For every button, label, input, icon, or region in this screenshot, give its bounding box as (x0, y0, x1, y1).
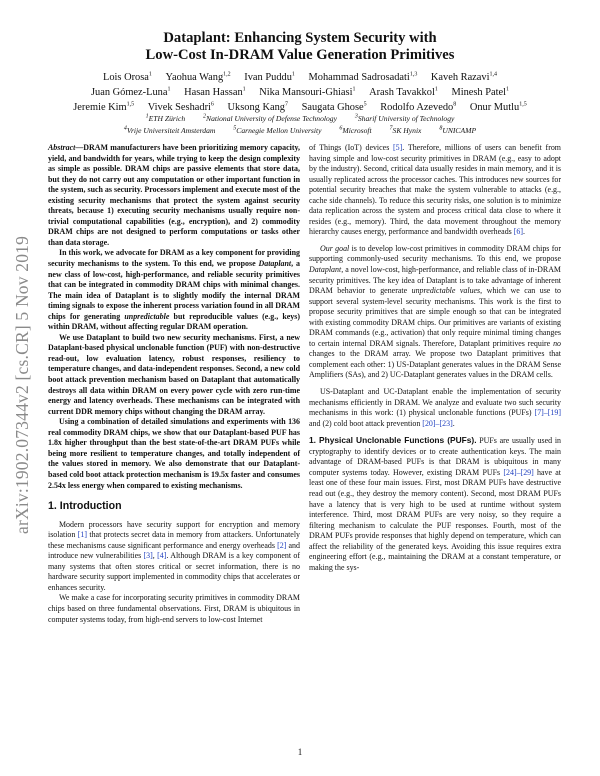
citation-link[interactable]: [7]–[19] (534, 408, 561, 418)
author: Rodolfo Azevedo$^8$ (380, 101, 457, 113)
author: Jeremie Kim$^{1,5}$ (73, 101, 135, 113)
author: Uksong Kang$^7$ (227, 101, 288, 113)
affiliations-row-1 (40, 113, 560, 125)
affiliation: $^5$Carnegie Mellon University (233, 125, 322, 135)
author: Nika Mansouri-Ghiasi$^1$ (259, 86, 356, 98)
affiliation: $^3$Sharif University of Technology (354, 113, 455, 123)
author: Juan Gómez-Luna$^1$ (91, 86, 171, 98)
author: Hasan Hassan$^1$ (184, 86, 246, 98)
author: Mohammad Sadrosadati$^{1,3}$ (308, 71, 418, 83)
paper-title (60, 30, 540, 64)
affiliation: $^8$UNICAMP (439, 125, 477, 135)
author: Onur Mutlu$^{1,5}$ (469, 101, 527, 113)
author: Yaohua Wang$^{1,2}$ (165, 71, 231, 83)
arxiv-watermark: arXiv:1902.07344v2 [cs.CR] 5 Nov 2019 (12, 235, 32, 535)
intro-paragraph-4: Our goal is to develop low-cost primitives in commodity DRAM chips for supporting commonly-used security mechanisms. To this end, we propose Dataplant, a novel low-cost, high-performance, and reliable class of in-DRAM security primitives. The key idea of Dataplant is to take advantage of inherent DRAM behavior to generate unpredictable values, which we can use to support several system-level security mechanisms. This work is the first to propose security primitives that are simple enough so that can be integrated with existing commodity DRAM chips. Our primitives are variants of existing DRAM commands (e.g., activation) that only require minimal timing changes to certain internal DRAM signals. Therefore, Dataplant primitives require no changes to the DRAM array. We propose two Dataplant primitives that complement each other: 1) US-Dataplant generates values in the DRAM Sense Amplifiers (SAs), and 2) UC-Dataplant generates values in the DRAM cells. (309, 243, 561, 380)
section-heading: 1. Introduction (48, 500, 122, 513)
affiliation: $^7$SK Hynix (389, 125, 422, 135)
affiliation: $^4$Vrije Universiteit Amsterdam (123, 125, 216, 135)
intro-paragraph-1: Modern processors have security support for encryption and memory isolation [1] that protects secret data in memory from attackers. Unfortunately these mechanisms cause significant performance and energy overheads [2] and introduce new vulnerabilities [3], [4]. Although DRAM is a key component of many systems that often stores critical or secret information, there is no hardware security support implemented in commodity chips that accelerates or enhances security. (48, 519, 301, 592)
title-line-1: Dataplant: Enhancing System Security with (163, 30, 437, 46)
citation-link[interactable]: [5] (393, 143, 403, 152)
citation-link[interactable]: [24]–[29] (503, 467, 534, 477)
left-column (48, 143, 300, 625)
author: Ivan Puddu$^1$ (244, 71, 295, 83)
authors-row-1 (40, 70, 560, 85)
intro-paragraph-3: of Things (IoT) devices [5]. Therefore, millions of users can benefit from having simple and low-cost security primitives in DRAM (e.g., easy to adopt by the industry). Second, critical data usually resides in main memory, and it is usually replicated across the processor caches. This introduces new sources for potential security breaches that make the system vulnerable to attacks (e.g., cache side channels). To reduce this security risks, one solution is to minimize data replication across the system and process critical data close to where it resides (e.g., memory). Third, the data movement throughout the memory hierarchy causes energy, performance and bandwidth overheads [6]. (309, 143, 561, 237)
intro-paragraph-2: We make a case for incorporating security primitives in commodity DRAM chips based on three fundamental observations. First, DRAM is ubiquitous in computer systems today, from high-end servers to low-cost Internet (48, 593, 300, 624)
affiliations (40, 113, 560, 137)
affiliation: $^2$National University of Defense Technology (203, 113, 337, 123)
affiliation: $^1$ETH Zürich (145, 113, 186, 123)
citation-link[interactable]: [20]–[23] (422, 418, 453, 428)
page-number: 1 (297, 747, 303, 757)
author: Vivek Seshadri$^6$ (147, 101, 214, 113)
title-line-2: Low-Cost In-DRAM Value Generation Primitives (145, 47, 455, 63)
author: Minesh Patel$^1$ (451, 86, 509, 98)
abstract-paragraph-3: We use Dataplant to build two new security mechanisms. First, a new Dataplant-based physical unclonable function (PUF) with non-destructive read-out, low evaluation latency, robust responses, resiliency to temperature changes, and data-independent responses. Second, a new cold boot attack prevention mechanism based on Dataplant that automatically destroys all data within DRAM on every power cycle with zero run-time energy and latency overheads. These mechanisms can be integrated with current DDR memory chips without changing the DRAM array. (48, 332, 300, 416)
citation-link[interactable]: [2] (277, 540, 287, 550)
intro-paragraph-6: 1. Physical Unclonable Functions (PUFs). PUFs are usually used in cryptography to identify devices or to create authentication keys. The main advantage of DRAM-based PUFs is that DRAM is ubiquitous in many computer systems today. However, existing DRAM PUFs [24]–[29] have at least one of these four main issues. First, most DRAM PUFs have destructive read out (e.g., they destroy the memory content). Second, most DRAM PUFs have a latency that is very high to be used at runtime without system interference. Third, most DRAM PUFs are very noisy, so they require a filtering mechanism to calculate the PUF responses. Fourth, most of the DRAM PUFs provide responses that highly depend on temperature, which can affect the reliability of the generated keys. Avoiding this issue requires extra engineering effort (e.g., maintaining the DRAM at a constant temperature, or making the sys- (309, 435, 562, 572)
author-list (40, 70, 560, 115)
authors-row-2 (40, 85, 560, 100)
citation-link[interactable]: [3] (143, 551, 153, 561)
right-column (309, 143, 561, 573)
author: Lois Orosa$^1$ (103, 71, 152, 83)
abstract-paragraph-1: Abstract—DRAM manufacturers have been prioritizing memory capacity, yield, and bandwidth for years, while trying to keep the design complexity as simple as possible. DRAM chips are passive elements that store data, but they do not carry out any computation or other important function in the system, such as security. Processors implement and execute most of the existing security mechanisms that protect the system against security threats, because 1) executing security mechanisms usually require non-trivial computational capabilities (e.g., encryption), and 2) commodity DRAM chips are not designed to perform computations or tasks other than data storage. (48, 143, 300, 247)
affiliation: $^6$Microsoft (339, 125, 372, 135)
author: Arash Tavakkol$^1$ (369, 86, 438, 98)
abstract-paragraph-4: Using a combination of detailed simulations and experiments with 136 real commodity DRAM chips, we show that our Dataplant-based PUF has 1.8x higher throughput than the best state-of-the-art DRAM PUFs while being more resilient to temperature changes, and totally independent of the values stored in memory. We also demonstrate that our Dataplant-based cold boot attack protection mechanism is 19.5x faster and consumes 2.54x less energy when compared to existing mechanisms. (48, 417, 300, 490)
citation-link[interactable]: [1] (77, 530, 87, 540)
affiliations-row-2 (40, 125, 560, 137)
author: Kaveh Razavi$^{1,4}$ (430, 71, 497, 83)
abstract-paragraph-2: In this work, we advocate for DRAM as a key component for providing security mechanisms to the system. To this end, we propose Dataplant, a new class of low-cost, high-performance, and reliable security primitives that can be integrated in commodity DRAM chips with minimal changes. The main idea of Dataplant is to slightly modify the internal DRAM timing signals to expose the inherent process variation found in all DRAM chips for generating unpredictable but reproducible values (e.g., keys) within DRAM, without affecting regular DRAM operation. (48, 248, 301, 332)
intro-paragraph-5: US-Dataplant and UC-Dataplant enable the implementation of security mechanisms efficiently in DRAM. We analyze and evaluate two such security mechanisms in this work: (1) physical unclonable functions (PUFs) [7]–[19] and (2) cold boot attack prevention [20]–[23]. (309, 387, 561, 428)
citation-link[interactable]: [4] (157, 551, 167, 561)
citation-link[interactable]: [6] (513, 227, 524, 237)
author: Saugata Ghose$^5$ (301, 101, 367, 113)
